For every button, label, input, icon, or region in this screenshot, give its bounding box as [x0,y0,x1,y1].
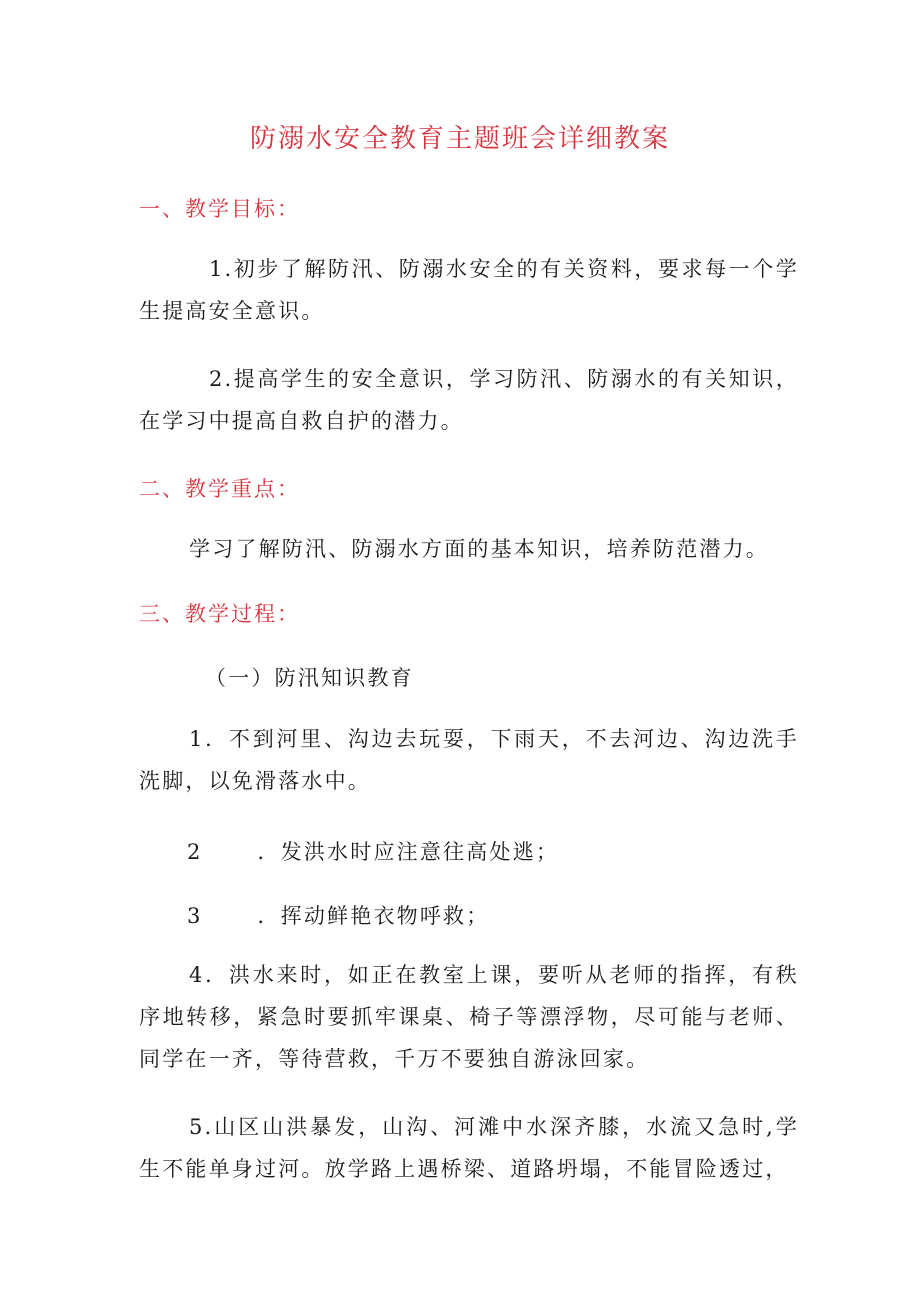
section-heading-focus: 二、教学重点： [139,477,300,501]
list-item-2-text: ．发洪水时应注意往高处逃； [257,840,560,864]
list-item-3-number: 3 [187,904,203,928]
list-item-2-number: 2 [187,840,203,864]
focus-paragraph: 学习了解防汛、防溺水方面的基本知识，培养防范潜力。 [189,537,769,561]
list-item-1: 1．不到河里、沟边去玩耍，下雨天，不去河边、沟边洗手洗脚，以免滑落水中。 [139,727,799,793]
list-item-4: 4．洪水来时，如正在教室上课，要听从老师的指挥，有秩序地转移，紧急时要抓牢课桌、椅子等漂浮物，尽可能与老师、同学在一齐，等待营救，千万不要独自游泳回家。 [139,963,799,1071]
goal-paragraph-1: 1.初步了解防汛、防溺水安全的有关资料，要求每一个学生提高安全意识。 [139,257,799,323]
list-item-3 [187,900,489,930]
section-heading-process: 三、教学过程： [139,602,300,626]
list-item-5: 5.山区山洪暴发，山沟、河滩中水深齐膝，水流又急时,学生不能单身过河。放学路上遇桥梁、道路坍塌，不能冒险透过， [139,1115,799,1181]
list-item-3-text: ．挥动鲜艳衣物呼救； [257,904,490,928]
list-item-2 [187,836,559,866]
goal-paragraph-2: 2.提高学生的安全意识，学习防汛、防溺水的有关知识，在学习中提高自救自护的潜力。 [139,367,799,433]
document-title: 防溺水安全教育主题班会详细教案 [249,124,670,154]
subsection-heading-flood-knowledge: （一）防汛知识教育 [205,666,414,690]
section-heading-goals: 一、教学目标： [139,197,300,221]
